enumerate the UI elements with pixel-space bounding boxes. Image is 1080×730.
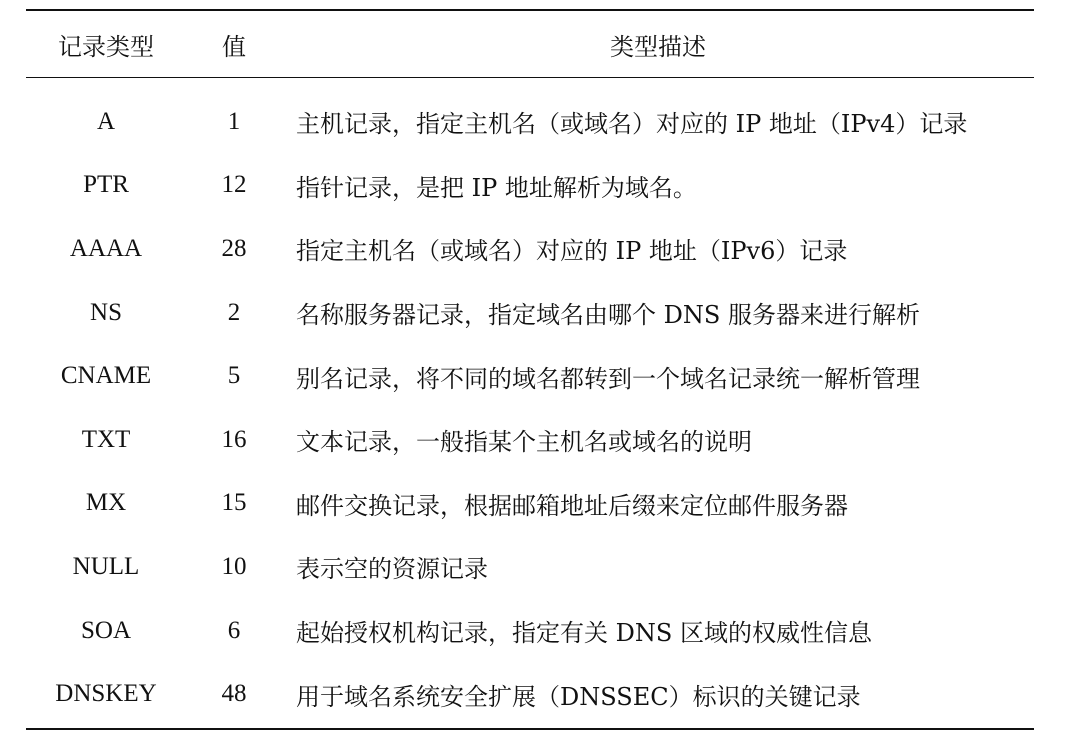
record-description-cell: 指定主机名（或域名）对应的 IP 地址（IPv6）记录 [296,237,848,266]
header-value: 值 [222,32,246,61]
header-record-type: 记录类型 [58,32,154,61]
table-row [26,154,1034,218]
record-type-cell: DNSKEY [55,680,157,708]
record-type-cell: NULL [72,552,140,580]
record-value-cell: 12 [221,171,247,199]
table-body [26,90,1034,726]
record-value-cell: 28 [221,234,247,262]
table-row [26,217,1034,281]
table-header-row [26,11,1034,77]
record-description-cell: 名称服务器记录，指定域名由哪个 DNS 服务器来进行解析 [296,301,920,330]
record-value-cell: 6 [227,616,241,644]
table-row [26,281,1034,345]
table-row [26,472,1034,536]
record-value-cell: 5 [227,362,241,390]
record-description-cell: 文本记录，一般指某个主机名或域名的说明 [296,428,752,457]
table-row [26,408,1034,472]
record-description-cell: 起始授权机构记录，指定有关 DNS 区域的权威性信息 [296,619,872,648]
dns-record-type-table [26,9,1034,730]
record-type-cell: NS [90,298,122,326]
record-type-cell: AAAA [69,234,143,262]
record-description-cell: 表示空的资源记录 [296,555,488,584]
table-row [26,662,1034,726]
record-value-cell: 2 [227,298,241,326]
table-row [26,535,1034,599]
table-row [26,344,1034,408]
record-type-cell: MX [85,489,127,517]
record-description-cell: 别名记录，将不同的域名都转到一个域名记录统一解析管理 [296,364,920,393]
record-description-cell: 用于域名系统安全扩展（DNSSEC）标识的关键记录 [296,682,861,711]
record-type-cell: SOA [80,616,131,644]
table-row [26,90,1034,154]
table-row [26,599,1034,663]
header-description: 类型描述 [610,32,706,61]
record-description-cell: 指针记录，是把 IP 地址解析为域名。 [296,173,697,202]
record-value-cell: 1 [227,107,241,135]
record-description-cell: 邮件交换记录，根据邮箱地址后缀来定位邮件服务器 [296,491,848,520]
record-type-cell: CNAME [60,362,152,390]
record-type-cell: A [96,107,116,135]
record-type-cell: PTR [83,171,129,199]
record-value-cell: 16 [221,425,247,453]
record-value-cell: 48 [221,680,247,708]
record-value-cell: 15 [221,489,247,517]
record-description-cell: 主机记录，指定主机名（或域名）对应的 IP 地址（IPv4）记录 [296,110,968,139]
record-value-cell: 10 [221,552,247,580]
record-type-cell: TXT [81,425,131,453]
